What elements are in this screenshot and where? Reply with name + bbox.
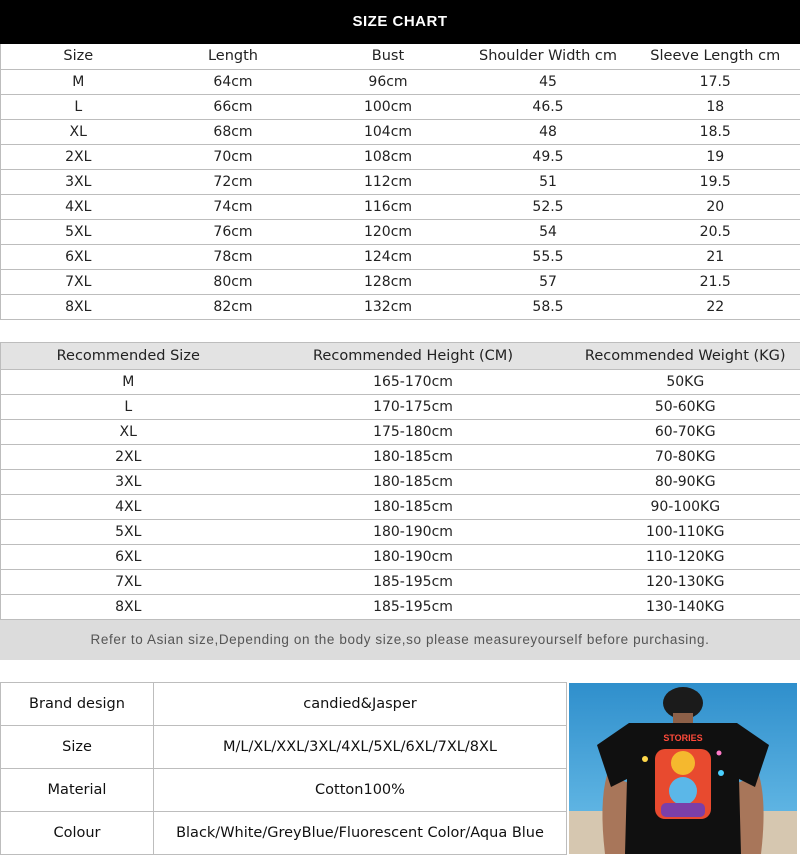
table-cell: 110-120KG (571, 545, 800, 570)
table-cell: 180-185cm (256, 470, 571, 495)
table-cell: XL (1, 119, 156, 144)
table-row (1, 470, 800, 495)
table-cell: 170-175cm (256, 395, 571, 420)
table-cell: 70-80KG (571, 445, 800, 470)
table-row (1, 726, 567, 769)
brand-design-value: candied&Jasper (154, 683, 567, 726)
table-cell: 58.5 (466, 294, 631, 319)
size-chart-table (0, 44, 800, 320)
right-arm (737, 775, 764, 854)
colour-label: Colour (1, 812, 154, 855)
material-value: Cotton100% (154, 769, 567, 812)
column-header-length: Length (156, 44, 311, 69)
table-row (1, 812, 567, 855)
print-graphic-base (661, 803, 705, 817)
table-cell: 4XL (1, 194, 156, 219)
table-cell: 46.5 (466, 94, 631, 119)
table-row (1, 94, 800, 119)
table-cell: 45 (466, 69, 631, 94)
table-row (1, 219, 800, 244)
table-cell: 52.5 (466, 194, 631, 219)
table-cell: 165-170cm (256, 370, 571, 395)
table-row (1, 683, 567, 726)
table-row (1, 395, 800, 420)
print-graphic-head (671, 751, 695, 775)
material-label: Material (1, 769, 154, 812)
print-star-icon (642, 756, 648, 762)
table-cell: 2XL (1, 144, 156, 169)
table-cell: 72cm (156, 169, 311, 194)
table-cell: 68cm (156, 119, 311, 144)
table-cell: 18 (631, 94, 800, 119)
table-cell: 185-195cm (256, 595, 571, 620)
table-cell: 3XL (1, 169, 156, 194)
size-chart-title: SIZE CHART (0, 0, 800, 44)
table-cell: 50KG (571, 370, 800, 395)
table-row (1, 769, 567, 812)
table-cell: 60-70KG (571, 420, 800, 445)
column-header-bust: Bust (311, 44, 466, 69)
table-row (1, 244, 800, 269)
table-cell: 180-190cm (256, 545, 571, 570)
table-cell: 130-140KG (571, 595, 800, 620)
table-cell: 70cm (156, 144, 311, 169)
table-row (1, 495, 800, 520)
table-cell: 104cm (311, 119, 466, 144)
table-cell: 7XL (1, 269, 156, 294)
table-cell: 120-130KG (571, 570, 800, 595)
table-cell: 20.5 (631, 219, 800, 244)
table-cell: 120cm (311, 219, 466, 244)
table-cell: 180-190cm (256, 520, 571, 545)
recommended-header-row (1, 343, 800, 370)
table-row (1, 545, 800, 570)
table-row (1, 69, 800, 94)
table-cell: 64cm (156, 69, 311, 94)
table-row (1, 294, 800, 319)
table-cell: 96cm (311, 69, 466, 94)
table-cell: 22 (631, 294, 800, 319)
table-cell: 112cm (311, 169, 466, 194)
table-cell: 54 (466, 219, 631, 244)
table-row (1, 119, 800, 144)
table-cell: 49.5 (466, 144, 631, 169)
table-cell: 2XL (1, 445, 256, 470)
table-cell: 185-195cm (256, 570, 571, 595)
table-cell: 3XL (1, 470, 256, 495)
column-header-recommended-weight: Recommended Weight (KG) (571, 343, 800, 370)
table-row (1, 194, 800, 219)
table-row (1, 520, 800, 545)
table-cell: 78cm (156, 244, 311, 269)
table-row (1, 445, 800, 470)
table-cell: 7XL (1, 570, 256, 595)
table-cell: M (1, 69, 156, 94)
size-value: M/L/XL/XXL/3XL/4XL/5XL/6XL/7XL/8XL (154, 726, 567, 769)
table-cell: 19 (631, 144, 800, 169)
table-cell: 8XL (1, 595, 256, 620)
column-header-sleeve-length: Sleeve Length cm (631, 44, 800, 69)
table-cell: L (1, 94, 156, 119)
table-row (1, 370, 800, 395)
table-cell: 4XL (1, 495, 256, 520)
table-cell: 6XL (1, 244, 156, 269)
recommended-size-table (0, 342, 800, 620)
table-cell: 55.5 (466, 244, 631, 269)
table-cell: 100-110KG (571, 520, 800, 545)
colour-value: Black/White/GreyBlue/Fluorescent Color/Aqua Blue (154, 812, 567, 855)
table-cell: 50-60KG (571, 395, 800, 420)
table-cell: 76cm (156, 219, 311, 244)
table-cell: 108cm (311, 144, 466, 169)
sizing-note: Refer to Asian size,Depending on the body size,so please measureyourself before purchasing. (0, 620, 800, 660)
table-cell: M (1, 370, 256, 395)
table-cell: 17.5 (631, 69, 800, 94)
left-arm (602, 775, 629, 854)
table-cell: 8XL (1, 294, 156, 319)
table-cell: 51 (466, 169, 631, 194)
table-cell: 175-180cm (256, 420, 571, 445)
table-cell: 18.5 (631, 119, 800, 144)
table-cell: XL (1, 420, 256, 445)
product-info-table (0, 682, 567, 855)
column-header-recommended-height: Recommended Height (CM) (256, 343, 571, 370)
table-cell: 21 (631, 244, 800, 269)
table-cell: 19.5 (631, 169, 800, 194)
product-photo (569, 683, 797, 854)
table-cell: 180-185cm (256, 445, 571, 470)
table-cell: 132cm (311, 294, 466, 319)
table-cell: 66cm (156, 94, 311, 119)
table-row (1, 570, 800, 595)
table-cell: 128cm (311, 269, 466, 294)
brand-design-label: Brand design (1, 683, 154, 726)
print-graphic-swirl (669, 777, 697, 805)
table-row (1, 169, 800, 194)
table-cell: 5XL (1, 520, 256, 545)
table-cell: 74cm (156, 194, 311, 219)
size-chart-header-row (1, 44, 800, 69)
table-cell: 20 (631, 194, 800, 219)
table-cell: 90-100KG (571, 495, 800, 520)
table-cell: 80cm (156, 269, 311, 294)
print-star-icon (718, 770, 724, 776)
table-cell: 6XL (1, 545, 256, 570)
table-cell: 5XL (1, 219, 156, 244)
column-header-recommended-size: Recommended Size (1, 343, 256, 370)
table-cell: 80-90KG (571, 470, 800, 495)
column-header-size: Size (1, 44, 156, 69)
table-cell: 124cm (311, 244, 466, 269)
table-cell: L (1, 395, 256, 420)
table-cell: 82cm (156, 294, 311, 319)
shirt-print-text: STORIES (663, 733, 703, 743)
table-row (1, 269, 800, 294)
table-cell: 100cm (311, 94, 466, 119)
size-label: Size (1, 726, 154, 769)
table-cell: 180-185cm (256, 495, 571, 520)
table-row (1, 144, 800, 169)
table-row (1, 420, 800, 445)
print-star-icon (717, 751, 722, 756)
table-cell: 57 (466, 269, 631, 294)
table-cell: 48 (466, 119, 631, 144)
table-row (1, 595, 800, 620)
table-cell: 116cm (311, 194, 466, 219)
column-header-shoulder-width: Shoulder Width cm (466, 44, 631, 69)
table-cell: 21.5 (631, 269, 800, 294)
